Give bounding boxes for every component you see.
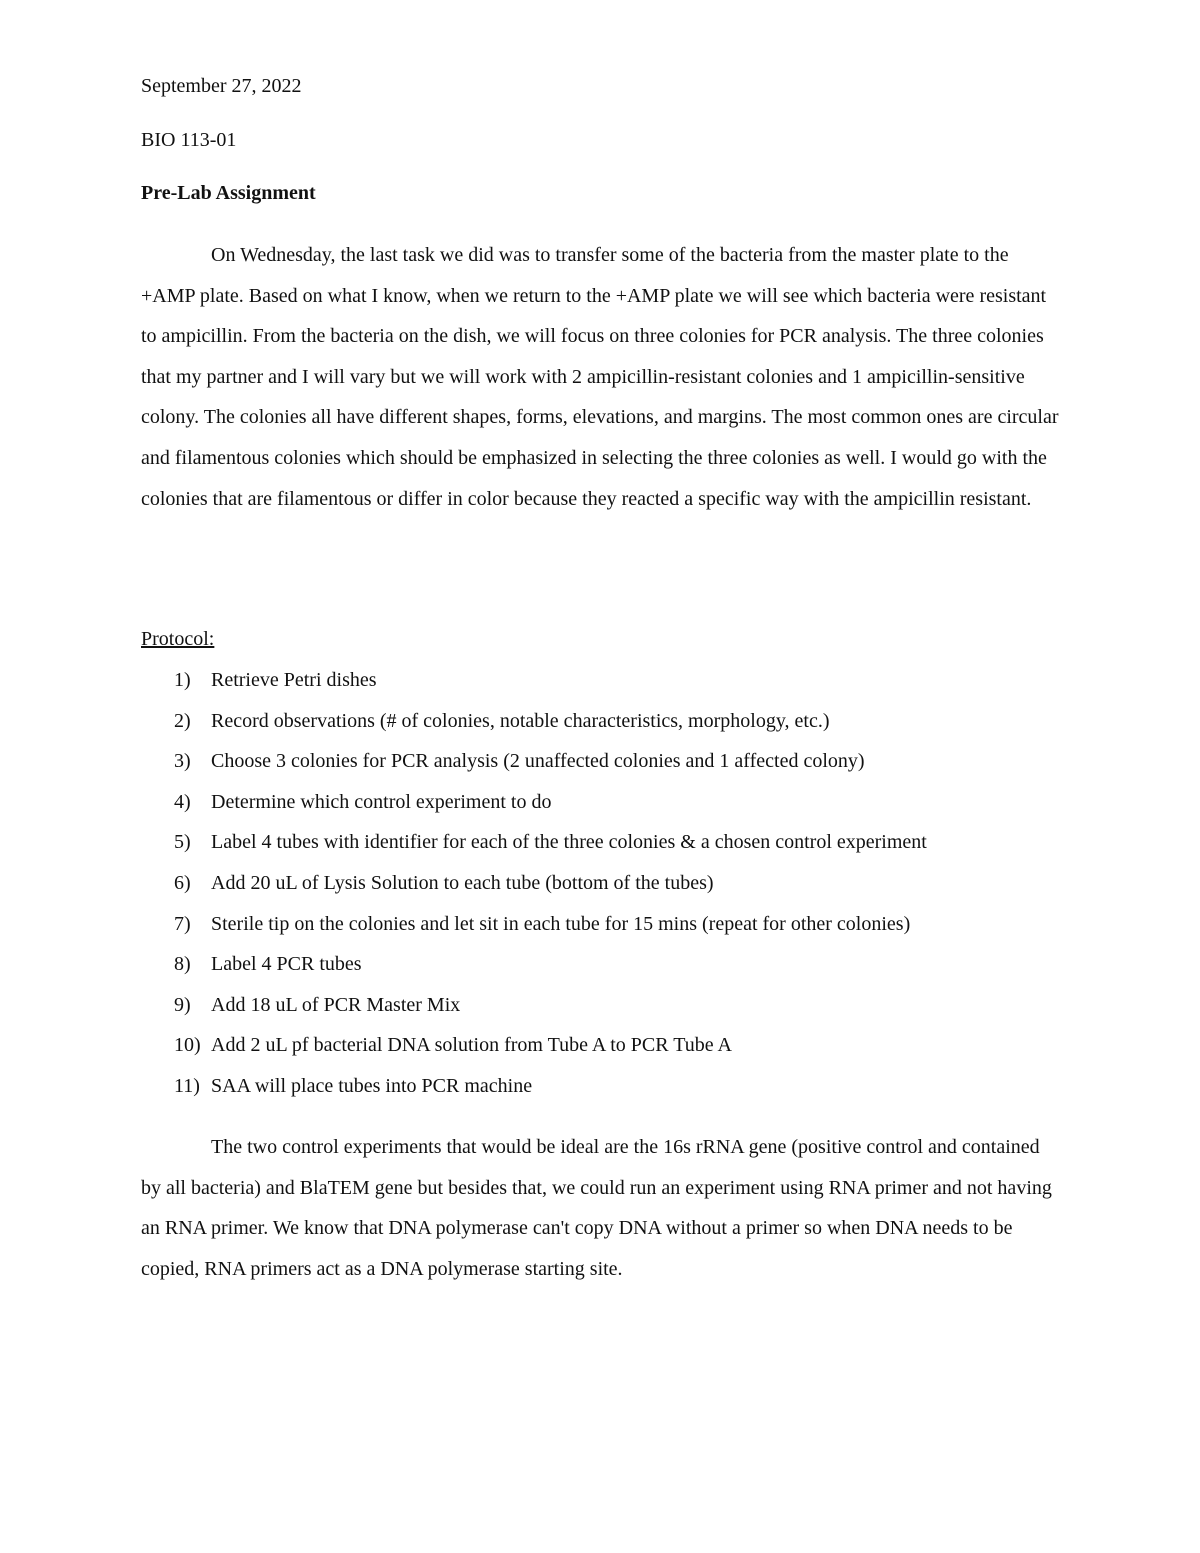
document-title: Pre-Lab Assignment (141, 182, 316, 204)
protocol-step-text: Retrieve Petri dishes (211, 669, 377, 691)
protocol-step-number: 1) (174, 669, 191, 691)
protocol-step-number: 7) (174, 912, 191, 935)
protocol-step-number: 3) (174, 750, 191, 773)
protocol-step-text: Add 20 uL of Lysis Solution to each tube (bottom of the tubes) (211, 871, 714, 894)
protocol-step-text: Record observations (# of colonies, notable characteristics, morphology, etc.) (211, 709, 830, 732)
course-code: BIO 113-01 (141, 129, 237, 151)
protocol-step-text: Determine which control experiment to do (211, 790, 552, 813)
protocol-step-text: Choose 3 colonies for PCR analysis (2 unaffected colonies and 1 affected colony) (211, 750, 865, 773)
closing-paragraph: The two control experiments that would be ideal are the 16s rRNA gene (positive control and contained by all bacteria) and BlaTEM gene but besides that, we could run an experiment using RNA primer and not having an RNA primer. We know that DNA polymerase can't copy DNA without a primer so when DNA needs to be copied, RNA primers act as a DNA polymerase starting site. (141, 1136, 1052, 1280)
protocol-step-text: Add 2 uL pf bacterial DNA solution from Tube A to PCR Tube A (211, 1034, 732, 1057)
protocol-step-text: SAA will place tubes into PCR machine (211, 1074, 533, 1097)
protocol-step-number: 6) (174, 871, 191, 894)
protocol-step-number: 11) (174, 1074, 200, 1097)
protocol-step-text: Label 4 PCR tubes (211, 953, 362, 976)
protocol-step-number: 8) (174, 953, 191, 976)
protocol-step-number: 9) (174, 993, 191, 1016)
protocol-step-number: 5) (174, 831, 191, 854)
protocol-step-number: 4) (174, 790, 191, 813)
protocol-step-text: Sterile tip on the colonies and let sit in each tube for 15 mins (repeat for other colonies) (211, 912, 911, 935)
protocol-step-number: 2) (174, 709, 191, 732)
protocol-step-number: 10) (174, 1034, 201, 1057)
protocol-step-text: Label 4 tubes with identifier for each of the three colonies & a chosen control experiment (211, 831, 927, 854)
document-date: September 27, 2022 (141, 75, 302, 97)
protocol-heading: Protocol: (141, 628, 215, 650)
protocol-step-text: Add 18 uL of PCR Master Mix (211, 993, 461, 1016)
intro-paragraph: On Wednesday, the last task we did was to transfer some of the bacteria from the master plate to the +AMP plate. Based on what I know, when we return to the +AMP plate we will see which bacteria were resistant to ampicillin. From the bacteria on the dish, we will focus on three colonies for PCR analysis. The three colonies that my partner and I will vary but we will work with 2 ampicillin-resistant colonies and 1 ampicillin-sensitive colony. The colonies all have different shapes, forms, elevations, and margins. The most common ones are circular and filamentous colonies which should be emphasized in selecting the three colonies as well. I would go with the colonies that are filamentous or differ in color because they reacted a specific way with the ampicillin resistant. (141, 244, 1059, 510)
